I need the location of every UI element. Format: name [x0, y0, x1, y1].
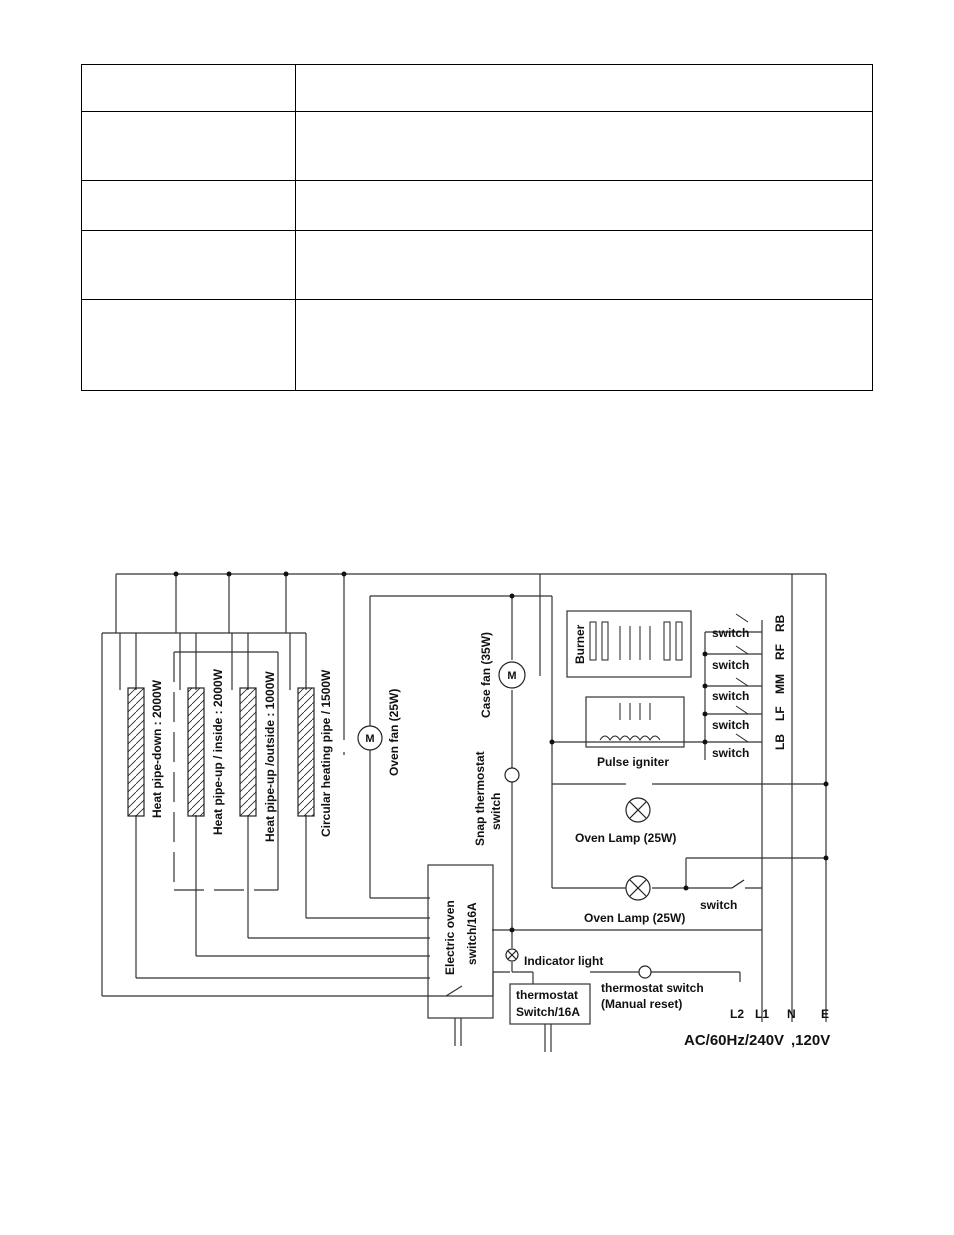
- switch-label: switch: [712, 689, 750, 703]
- switch-code: LB: [773, 734, 787, 750]
- junction-dot: [703, 740, 708, 745]
- motor-symbol: M: [365, 733, 375, 745]
- terminal-label: L1: [755, 1007, 770, 1021]
- junction-dot: [227, 572, 232, 577]
- oven-lamp-label: Oven Lamp (25W): [575, 831, 677, 845]
- lamp-switch-label: switch: [700, 898, 738, 912]
- junction-dot: [284, 572, 289, 577]
- burner-tube: [664, 622, 670, 660]
- heater-element: [128, 688, 144, 816]
- burner-tube: [590, 622, 596, 660]
- heater-element: [298, 688, 314, 816]
- junction-dot: [174, 572, 179, 577]
- oven-lamp-label: Oven Lamp (25W): [584, 911, 686, 925]
- electric-oven-switch-box: [428, 865, 493, 1018]
- manual-thermostat-label: (Manual reset): [601, 997, 683, 1011]
- junction-dot: [342, 572, 347, 577]
- switch-label: switch: [712, 746, 750, 760]
- oven-fan-label: Oven fan (25W): [387, 688, 401, 776]
- heater-element: [188, 688, 204, 816]
- heat-pipe-down-label: Heat pipe-down : 2000W: [150, 679, 164, 818]
- switch-label: switch: [712, 718, 750, 732]
- electric-oven-switch-label: Electric oven: [443, 900, 457, 975]
- junction-dot: [824, 856, 829, 861]
- case-fan-label: Case fan (35W): [479, 631, 493, 718]
- indicator-light-label: Indicator light: [524, 954, 604, 968]
- junction-dot: [510, 594, 515, 599]
- junction-dot: [684, 886, 689, 891]
- terminal-label: E: [821, 1007, 830, 1021]
- motor-symbol: M: [507, 670, 517, 682]
- manual-thermostat-label: thermostat switch: [601, 981, 704, 995]
- switch-code: MM: [773, 674, 787, 694]
- heater-element: [240, 688, 256, 816]
- manual-thermostat-icon: [639, 966, 651, 978]
- terminal-label: L2: [730, 1007, 745, 1021]
- heat-pipe-up-inside-label: Heat pipe-up / inside : 2000W: [211, 668, 225, 835]
- junction-dot: [824, 782, 829, 787]
- contact: [446, 986, 462, 996]
- junction-dot: [510, 928, 515, 933]
- snap-thermostat-label: Snap thermostat: [473, 751, 487, 846]
- circular-heating-pipe-label: Circular heating pipe / 1500W: [319, 669, 333, 837]
- snap-thermostat-icon: [505, 768, 519, 782]
- switch-code: LF: [773, 706, 787, 721]
- thermostat-switch-label: Switch/16A: [516, 1005, 581, 1019]
- electric-oven-switch-label: switch/16A: [465, 902, 479, 965]
- junction-dot: [703, 712, 708, 717]
- pulse-igniter-label: Pulse igniter: [597, 755, 670, 769]
- switch-code: RF: [773, 644, 787, 660]
- junction-dot: [703, 684, 708, 689]
- terminal-label: N: [787, 1007, 796, 1021]
- junction-dot: [550, 740, 555, 745]
- switch-label: switch: [712, 626, 750, 640]
- junction-dot: [703, 652, 708, 657]
- power-rating: AC/60Hz/240V: [684, 1032, 785, 1049]
- burner-tube: [676, 622, 682, 660]
- thermostat-switch-label: thermostat: [516, 988, 579, 1002]
- switch-code: RB: [773, 614, 787, 632]
- snap-thermostat-label: switch: [489, 792, 503, 830]
- switch-label: switch: [712, 658, 750, 672]
- burner-tube: [602, 622, 608, 660]
- power-rating-alt: ,120V: [791, 1032, 831, 1049]
- burner-label: Burner: [573, 624, 587, 664]
- heat-pipe-up-outside-label: Heat pipe-up /outside : 1000W: [263, 671, 277, 842]
